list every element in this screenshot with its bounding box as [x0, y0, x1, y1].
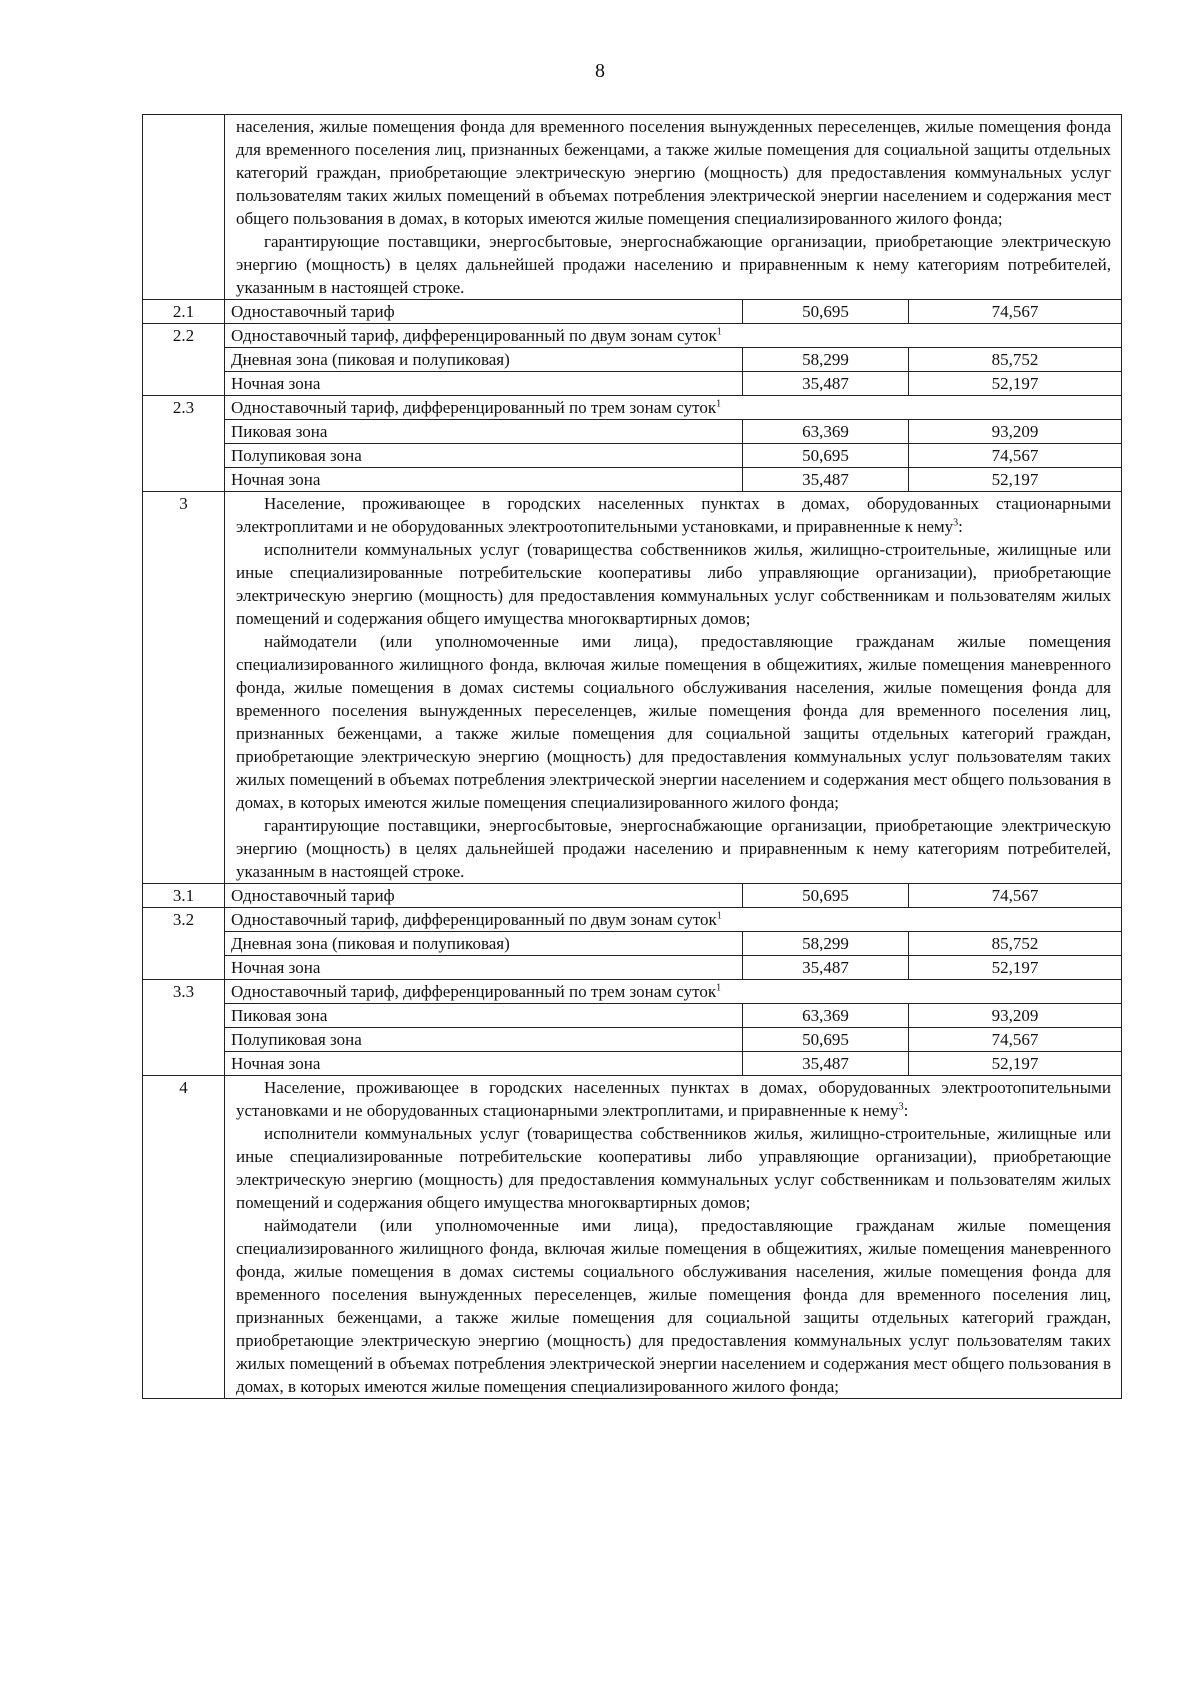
table-row	[143, 908, 1122, 932]
paragraph-end: :	[958, 517, 963, 536]
footnote-mark: 1	[716, 398, 722, 410]
footnote-mark: 1	[716, 910, 722, 922]
row-number: 2.2	[143, 324, 225, 396]
zone-label: Ночная зона	[225, 1052, 743, 1076]
page-number: 8	[595, 60, 605, 82]
table-row	[143, 884, 1122, 908]
heading-text: Одноставочный тариф, дифференцированный по двум зонам суток	[231, 326, 717, 345]
paragraph: гарантирующие поставщики, энергосбытовые, энергоснабжающие организации, приобретающие электрическую энергию (мощность) в целях дальнейшей продажи населению и приравненным к нему категориям потребителей, указанным в настоящей строке.	[236, 816, 1111, 881]
zone-label: Полупиковая зона	[225, 444, 743, 468]
row-number: 2.3	[143, 396, 225, 492]
table-row	[143, 932, 1122, 956]
heading-text: Одноставочный тариф, дифференцированный по трем зонам суток	[231, 398, 717, 417]
tariff-value: 58,299	[743, 932, 909, 956]
tariff-value: 52,197	[909, 372, 1122, 396]
paragraph	[236, 1076, 1111, 1122]
tariff-value: 52,197	[909, 956, 1122, 980]
tariff-value: 93,209	[909, 420, 1122, 444]
tariff-group-heading	[225, 980, 1122, 1004]
footnote-mark: 1	[716, 326, 722, 338]
zone-label: Ночная зона	[225, 372, 743, 396]
section-description	[225, 492, 1122, 884]
row-number	[143, 115, 225, 300]
heading-text: Одноставочный тариф, дифференцированный по трем зонам суток	[231, 982, 717, 1001]
tariff-value: 52,197	[909, 468, 1122, 492]
tariff-value: 85,752	[909, 348, 1122, 372]
tariff-label: Одноставочный тариф	[225, 300, 743, 324]
tariff-value: 74,567	[909, 300, 1122, 324]
tariff-value: 50,695	[743, 300, 909, 324]
tariff-value: 50,695	[743, 1028, 909, 1052]
row-number: 2.1	[143, 300, 225, 324]
footnote-mark: 3	[898, 1101, 904, 1113]
paragraph: наймодатели (или уполномоченные ими лица), предоставляющие гражданам жилые помещения специализированного жилищного фонда, включая жилые помещения в общежитиях, жилые помещения маневренного фонда, жилые помещения в домах системы социального обслуживания населения, жилые помещения фонда для временного поселения вынужденных переселенцев, жилые помещения фонда для временного поселения лиц, признанных беженцами, а также жилые помещения для социальной защиты отдельных категорий граждан, приобретающие электрическую энергию (мощность) для предоставления коммунальных услуг пользователям таких жилых помещений в объемах потребления электрической энергии населением и содержания мест общего пользования в домах, в которых имеются жилые помещения специализированного жилого фонда;	[236, 632, 1111, 812]
section-description	[225, 1076, 1122, 1399]
zone-label: Дневная зона (пиковая и полупиковая)	[225, 348, 743, 372]
tariff-value: 74,567	[909, 1028, 1122, 1052]
zone-label: Пиковая зона	[225, 420, 743, 444]
tariff-value: 58,299	[743, 348, 909, 372]
table-row	[143, 1004, 1122, 1028]
table-row	[143, 348, 1122, 372]
table-row	[143, 1028, 1122, 1052]
tariff-value: 50,695	[743, 444, 909, 468]
tariff-value: 50,695	[743, 884, 909, 908]
tariff-value: 35,487	[743, 1052, 909, 1076]
zone-label: Полупиковая зона	[225, 1028, 743, 1052]
tariff-value: 52,197	[909, 1052, 1122, 1076]
heading-text: Одноставочный тариф, дифференцированный по двум зонам суток	[231, 910, 717, 929]
tariff-value: 74,567	[909, 884, 1122, 908]
paragraph: гарантирующие поставщики, энергосбытовые, энергоснабжающие организации, приобретающие электрическую энергию (мощность) в целях дальнейшей продажи населению и приравненным к нему категориям потребителей, указанным в настоящей строке.	[236, 232, 1111, 297]
paragraph: исполнители коммунальных услуг (товарищества собственников жилья, жилищно-строительные, жилищные или иные специализированные потребительские кооперативы либо управляющие организации), приобретающие электрическую энергию (мощность) для предоставления коммунальных услуг собственникам и пользователям жилых помещений и содержания общего имущества многоквартирных домов;	[236, 540, 1111, 628]
table-row	[143, 980, 1122, 1004]
paragraph: наймодатели (или уполномоченные ими лица), предоставляющие гражданам жилые помещения специализированного жилищного фонда, включая жилые помещения в общежитиях, жилые помещения маневренного фонда, жилые помещения в домах системы социального обслуживания населения, жилые помещения фонда для временного поселения вынужденных переселенцев, жилые помещения фонда для временного поселения лиц, признанных беженцами, а также жилые помещения для социальной защиты отдельных категорий граждан, приобретающие электрическую энергию (мощность) для предоставления коммунальных услуг пользователям таких жилых помещений в объемах потребления электрической энергии населением и содержания мест общего пользования в домах, в которых имеются жилые помещения специализированного жилого фонда;	[236, 1216, 1111, 1396]
footnote-mark: 3	[953, 517, 959, 529]
tariff-label: Одноставочный тариф	[225, 884, 743, 908]
table-row	[143, 300, 1122, 324]
tariff-group-heading	[225, 396, 1122, 420]
section-description	[225, 115, 1122, 300]
row-number: 3.1	[143, 884, 225, 908]
table-row	[143, 956, 1122, 980]
paragraph	[236, 492, 1111, 538]
tariff-group-heading	[225, 324, 1122, 348]
tariff-value: 93,209	[909, 1004, 1122, 1028]
table-row	[143, 1052, 1122, 1076]
row-number: 4	[143, 1076, 225, 1399]
zone-label: Пиковая зона	[225, 1004, 743, 1028]
table-row	[143, 1076, 1122, 1399]
paragraph-text: Население, проживающее в городских населенных пунктах в домах, оборудованных электроотопительными установками и не оборудованных стационарными электроплитами, и приравненные к нему	[236, 1078, 1111, 1120]
table-row	[143, 324, 1122, 348]
zone-label: Ночная зона	[225, 956, 743, 980]
tariff-value: 63,369	[743, 420, 909, 444]
table-row	[143, 115, 1122, 300]
row-number: 3.2	[143, 908, 225, 980]
tariff-value: 74,567	[909, 444, 1122, 468]
tariff-value: 35,487	[743, 372, 909, 396]
tariff-value: 63,369	[743, 1004, 909, 1028]
tariff-value: 85,752	[909, 932, 1122, 956]
tariff-group-heading	[225, 908, 1122, 932]
table-row	[143, 444, 1122, 468]
tariff-value: 35,487	[743, 468, 909, 492]
table-row	[143, 492, 1122, 884]
tariff-table	[142, 114, 1122, 1399]
footnote-mark: 1	[716, 982, 722, 994]
tariff-value: 35,487	[743, 956, 909, 980]
table-row	[143, 420, 1122, 444]
paragraph: исполнители коммунальных услуг (товарищества собственников жилья, жилищно-строительные, жилищные или иные специализированные потребительские кооперативы либо управляющие организации), приобретающие электрическую энергию (мощность) для предоставления коммунальных услуг собственникам и пользователям жилых помещений и содержания общего имущества многоквартирных домов;	[236, 1124, 1111, 1212]
paragraph-text: Население, проживающее в городских населенных пунктах в домах, оборудованных стационарными электроплитами и не оборудованных электроотопительными установками, и приравненные к нему	[236, 494, 1111, 536]
paragraph: населения, жилые помещения фонда для временного поселения вынужденных переселенцев, жилые помещения фонда для временного поселения лиц, признанных беженцами, а также жилые помещения для социальной защиты отдельных категорий граждан, приобретающие электрическую энергию (мощность) для предоставления коммунальных услуг пользователям таких жилых помещений в объемах потребления электрической энергии населением и содержания мест общего пользования в домах, в которых имеются жилые помещения специализированного жилого фонда;	[236, 117, 1111, 228]
zone-label: Дневная зона (пиковая и полупиковая)	[225, 932, 743, 956]
paragraph-end: :	[903, 1101, 909, 1120]
table-row	[143, 372, 1122, 396]
table-row	[143, 468, 1122, 492]
row-number: 3	[143, 492, 225, 884]
zone-label: Ночная зона	[225, 468, 743, 492]
row-number: 3.3	[143, 980, 225, 1076]
table-row	[143, 396, 1122, 420]
